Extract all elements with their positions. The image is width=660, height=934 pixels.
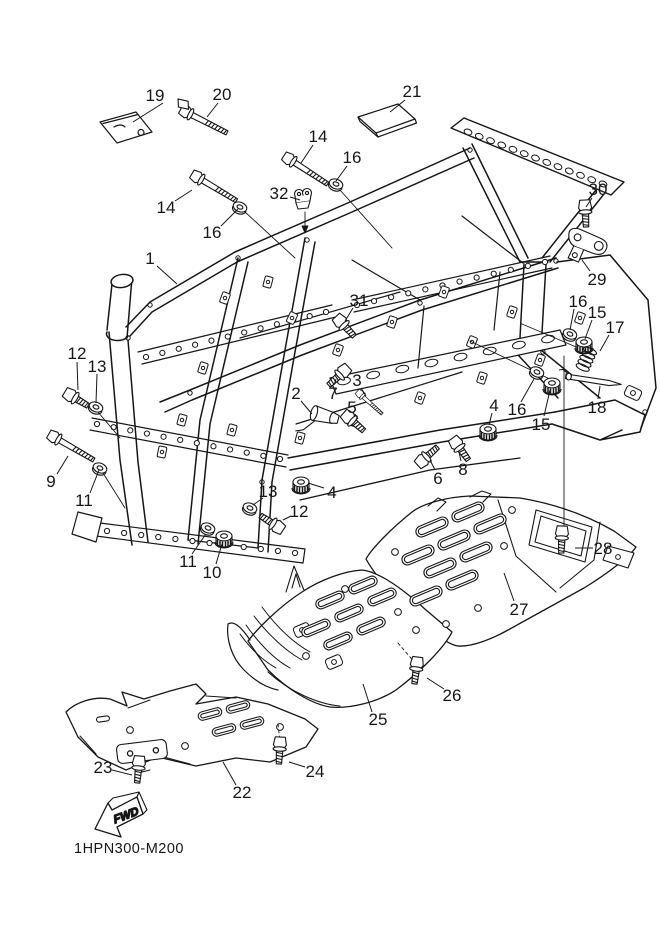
- rail-hole: [323, 309, 328, 314]
- frame-bracket-tab: [476, 372, 487, 385]
- frame-joint-holes: [126, 148, 647, 484]
- rail-hole: [178, 437, 183, 442]
- callout-6: 6: [433, 469, 443, 488]
- callout-31: 31: [349, 291, 369, 310]
- rail-hole: [176, 346, 181, 351]
- rail-hole: [190, 538, 195, 543]
- callout-16: 16: [568, 292, 588, 311]
- rail-hole: [160, 350, 165, 355]
- frame-bracket-tab: [506, 306, 517, 319]
- part-29-bracket: [564, 227, 610, 267]
- callout-20: 20: [212, 85, 232, 104]
- fwd-arrow-label: FWD: [112, 805, 140, 827]
- callout-14: 14: [308, 127, 328, 146]
- plate-hole: [127, 727, 134, 734]
- frame-bracket-tab: [574, 311, 585, 324]
- callout-18: 18: [587, 398, 607, 417]
- frame-bracket-tab: [227, 424, 238, 437]
- part-15-nut-mid: [543, 378, 561, 395]
- callout-leader-16: [221, 209, 238, 226]
- plate-hole: [182, 743, 189, 750]
- rail-hole: [139, 532, 144, 537]
- part-11-washer-mid: [199, 521, 216, 537]
- callout-leader-20: [207, 103, 218, 117]
- callout-leader-17: [600, 335, 609, 351]
- callout-8: 8: [458, 460, 468, 479]
- part-16-washer-top: [327, 177, 344, 193]
- rail-hole: [423, 287, 428, 292]
- callout-24: 24: [305, 762, 325, 781]
- callout-leader-16: [336, 166, 347, 181]
- frame-bracket-tab: [177, 414, 188, 427]
- plate-hole: [303, 653, 310, 660]
- callout-leader-26: [427, 678, 444, 689]
- rail-hole: [104, 528, 109, 533]
- rail-hole: [128, 428, 133, 433]
- plate-slot: [96, 716, 110, 723]
- rail-hole: [94, 421, 99, 426]
- rail-hole: [227, 447, 232, 452]
- callout-21: 21: [402, 82, 422, 101]
- rail-hole: [525, 263, 530, 268]
- callout-leader-23: [112, 770, 132, 775]
- part-21-pad: [358, 104, 417, 137]
- rail-hole: [156, 534, 161, 539]
- part-11-washer-left: [91, 461, 108, 477]
- part-4-nut-mid: [479, 424, 497, 441]
- callout-4: 4: [327, 483, 337, 502]
- callout-15: 15: [531, 415, 551, 434]
- callout-leader-13: [96, 374, 97, 403]
- callout-leader-19: [133, 103, 163, 122]
- callout-12: 12: [67, 344, 87, 363]
- rail-hole: [244, 450, 249, 455]
- part-19-packet: [100, 112, 152, 143]
- plate-hole: [501, 543, 508, 550]
- callout-1: 1: [145, 249, 155, 268]
- rail-hole: [474, 275, 479, 280]
- callout-leader-16: [570, 309, 574, 330]
- frame-bracket-tab: [534, 353, 545, 366]
- callout-7: 7: [328, 384, 338, 403]
- callout-27: 27: [509, 600, 529, 619]
- rail-hole: [121, 530, 126, 535]
- rail-hole: [307, 313, 312, 318]
- callout-26: 26: [442, 686, 462, 705]
- callout-leader-9: [57, 456, 68, 474]
- frame-bracket-tab: [157, 446, 167, 458]
- part-12-bolt-mid: [257, 510, 287, 536]
- rail-hole: [508, 267, 513, 272]
- fwd-arrow: [95, 792, 147, 837]
- rail-hole: [194, 440, 199, 445]
- frame-bracket-tab: [295, 432, 306, 445]
- callout-4: 4: [489, 396, 499, 415]
- rail-hole: [491, 271, 496, 276]
- callout-2: 2: [291, 384, 301, 403]
- rail-hole: [161, 434, 166, 439]
- rail-hole: [209, 338, 214, 343]
- callout-16: 16: [507, 400, 527, 419]
- plate-hole: [443, 621, 450, 628]
- rail-hole: [274, 322, 279, 327]
- part-14-bolt-left: [189, 169, 240, 206]
- plate-hole: [392, 549, 399, 556]
- callout-11: 11: [75, 491, 93, 510]
- frame-bracket-tab: [438, 285, 449, 298]
- rail-hole: [225, 334, 230, 339]
- rail-hole: [292, 550, 297, 555]
- plate-hole: [395, 609, 402, 616]
- callout-14: 14: [156, 198, 176, 217]
- callout-leader-14: [175, 190, 192, 201]
- callout-leader-24: [289, 762, 305, 767]
- rail-hole: [242, 330, 247, 335]
- callout-19: 19: [145, 86, 165, 105]
- callout-leader-15: [585, 320, 592, 339]
- frame-bracket-tab: [286, 311, 298, 324]
- plate-hole: [342, 586, 349, 593]
- callout-leader-14: [301, 145, 313, 163]
- rail-hole: [144, 431, 149, 436]
- callout-16: 16: [202, 223, 222, 242]
- callout-17: 17: [605, 318, 625, 337]
- part-31-bolt: [331, 312, 359, 341]
- callout-30: 30: [588, 180, 608, 199]
- callout-leader-22: [223, 762, 236, 785]
- part-4-nut-left: [292, 477, 310, 494]
- part-12-bolt-left: [61, 386, 91, 411]
- callout-leader-2: [301, 401, 312, 414]
- callout-16: 16: [342, 148, 362, 167]
- callout-13: 13: [87, 357, 107, 376]
- callout-9: 9: [46, 472, 56, 491]
- callout-leader-4: [308, 483, 324, 488]
- callout-29: 29: [587, 270, 607, 289]
- callout-5: 5: [347, 398, 357, 417]
- rail-hole: [207, 540, 212, 545]
- rail-hole: [143, 354, 148, 359]
- callout-28: 28: [593, 539, 613, 558]
- frame-bracket-tab: [263, 276, 274, 289]
- callout-11: 11: [179, 552, 197, 571]
- callout-13: 13: [258, 482, 278, 501]
- rail-hole: [371, 298, 376, 303]
- callout-32: 32: [269, 184, 289, 203]
- callout-10: 10: [202, 563, 222, 582]
- rail-hole: [241, 544, 246, 549]
- part-23-bolt: [131, 755, 147, 783]
- part-9-bolt: [46, 429, 97, 466]
- callout-25: 25: [368, 710, 388, 729]
- callout-leader-16: [521, 379, 534, 402]
- rail-hole: [261, 453, 266, 458]
- plate-hole: [475, 605, 482, 612]
- plate-hole: [413, 627, 420, 634]
- rail-hole: [192, 342, 197, 347]
- callout-3: 3: [352, 371, 362, 390]
- callout-22: 22: [232, 783, 252, 802]
- frame-main-tubes: [106, 148, 656, 552]
- rail-hole: [389, 295, 394, 300]
- rail-hole: [211, 444, 216, 449]
- rail-hole: [258, 546, 263, 551]
- rail-hole: [277, 456, 282, 461]
- frame-bracket-tab: [219, 291, 230, 304]
- frame-mount-pad: [623, 385, 642, 402]
- frame-bracket-tab: [414, 391, 425, 404]
- rail-hole: [406, 291, 411, 296]
- frame-bracket-tab: [197, 362, 208, 375]
- frame-bracket-tab: [386, 316, 397, 329]
- part-10-nut: [215, 531, 233, 548]
- rail-hole: [542, 259, 547, 264]
- part-code: 1HPN300-M200: [74, 841, 184, 857]
- frame-bracket-tab: [332, 343, 343, 356]
- callout-leader-1: [157, 266, 177, 284]
- callout-leader-12: [77, 362, 78, 390]
- callout-23: 23: [93, 758, 113, 777]
- rail-hole: [258, 326, 263, 331]
- rail-hole: [457, 279, 462, 284]
- rail-hole: [173, 536, 178, 541]
- rail-hole: [275, 548, 280, 553]
- callout-12: 12: [289, 502, 309, 521]
- part-3-bolt: [354, 388, 385, 417]
- callout-15: 15: [587, 303, 607, 322]
- plate-hole: [509, 507, 516, 514]
